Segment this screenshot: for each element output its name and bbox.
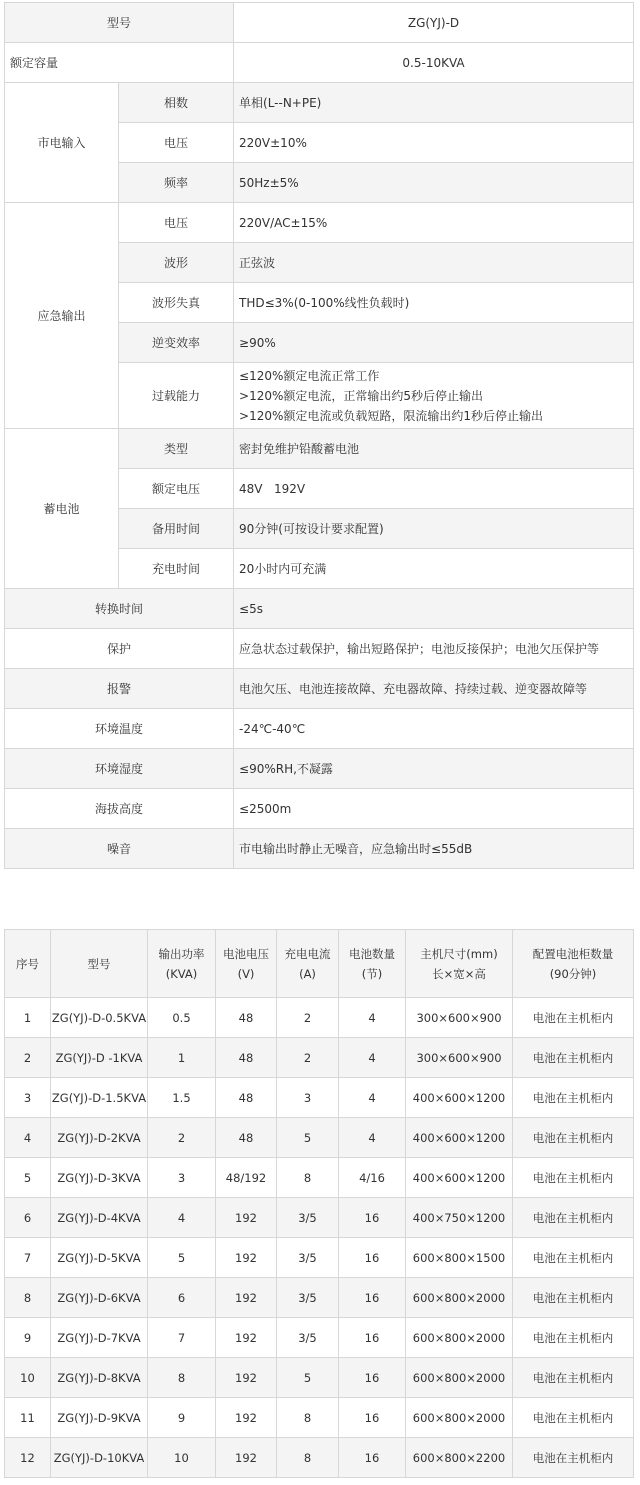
overload-line: ≤120%额定电流正常工作 bbox=[239, 368, 380, 383]
models-header-cell bbox=[148, 930, 216, 998]
spec-row-temp bbox=[5, 709, 634, 749]
table-cell: 电池在主机柜内 bbox=[513, 1118, 634, 1158]
table-cell: 电池在主机柜内 bbox=[513, 1438, 634, 1478]
spec-value: ≤5s bbox=[234, 589, 634, 629]
spec-value: 20小时内可充满 bbox=[234, 549, 634, 589]
table-cell: ZG(YJ)-D-10KVA bbox=[51, 1438, 148, 1478]
spec-label: 噪音 bbox=[5, 829, 234, 869]
table-cell: 3/5 bbox=[277, 1318, 339, 1358]
models-header-cell bbox=[277, 930, 339, 998]
spec-value: ≤2500m bbox=[234, 789, 634, 829]
spec-label: 逆变效率 bbox=[119, 323, 234, 363]
table-cell: 4 bbox=[339, 1118, 406, 1158]
models-header-cell bbox=[216, 930, 277, 998]
table-cell: ZG(YJ)-D-4KVA bbox=[51, 1198, 148, 1238]
table-cell: 300×600×900 bbox=[406, 1038, 513, 1078]
table-cell: 400×600×1200 bbox=[406, 1118, 513, 1158]
spec-label: 类型 bbox=[119, 429, 234, 469]
models-header-cell bbox=[339, 930, 406, 998]
spec-value: 0.5-10KVA bbox=[234, 43, 634, 83]
table-cell: 600×800×2000 bbox=[406, 1278, 513, 1318]
table-cell: 8 bbox=[277, 1398, 339, 1438]
table-cell: 0.5 bbox=[148, 998, 216, 1038]
spec-label: 备用时间 bbox=[119, 509, 234, 549]
table-cell: 2 bbox=[277, 998, 339, 1038]
header-line: (节) bbox=[361, 966, 383, 981]
table-cell: ZG(YJ)-D-2KVA bbox=[51, 1118, 148, 1158]
header-line: 主机尺寸(mm) bbox=[420, 946, 498, 961]
table-cell: 16 bbox=[339, 1198, 406, 1238]
table-cell: 600×800×2000 bbox=[406, 1358, 513, 1398]
table-cell: 16 bbox=[339, 1318, 406, 1358]
spec-value: ≤90%RH,不凝露 bbox=[234, 749, 634, 789]
header-line: (90分钟) bbox=[549, 966, 597, 981]
overload-line: >120%额定电流或负载短路，限流输出约1秒后停止输出 bbox=[239, 408, 544, 423]
table-cell: 10 bbox=[5, 1358, 51, 1398]
header-line: 长×宽×高 bbox=[432, 966, 486, 981]
table-cell: 7 bbox=[148, 1318, 216, 1358]
table-cell: 3/5 bbox=[277, 1278, 339, 1318]
table-cell: 3 bbox=[5, 1078, 51, 1118]
table-row bbox=[5, 1118, 634, 1158]
table-cell: 6 bbox=[148, 1278, 216, 1318]
table-cell: 3/5 bbox=[277, 1198, 339, 1238]
table-cell: 电池在主机柜内 bbox=[513, 1038, 634, 1078]
table-cell: 8 bbox=[5, 1278, 51, 1318]
spec-label: 相数 bbox=[119, 83, 234, 123]
table-cell: ZG(YJ)-D -1KVA bbox=[51, 1038, 148, 1078]
table-cell: 16 bbox=[339, 1278, 406, 1318]
spec-label: 波形失真 bbox=[119, 283, 234, 323]
spec-label: 波形 bbox=[119, 243, 234, 283]
table-cell: 1 bbox=[5, 998, 51, 1038]
table-cell: 48 bbox=[216, 1038, 277, 1078]
spec-value: 正弦波 bbox=[234, 243, 634, 283]
table-row bbox=[5, 998, 634, 1038]
table-cell: 5 bbox=[148, 1238, 216, 1278]
spec-row-switch bbox=[5, 589, 634, 629]
table-cell: 3 bbox=[148, 1158, 216, 1198]
table-cell: 4 bbox=[339, 1078, 406, 1118]
table-cell: 4 bbox=[5, 1118, 51, 1158]
table-cell: 2 bbox=[148, 1118, 216, 1158]
models-header-cell bbox=[513, 930, 634, 998]
table-row bbox=[5, 1318, 634, 1358]
spec-value: THD≤3%(0-100%线性负载时) bbox=[234, 283, 634, 323]
table-cell: 11 bbox=[5, 1398, 51, 1438]
spec-value: ZG(YJ)-D bbox=[234, 3, 634, 43]
spec-value: 90分钟(可按设计要求配置) bbox=[234, 509, 634, 549]
spec-value: 50Hz±5% bbox=[234, 163, 634, 203]
table-cell: ZG(YJ)-D-8KVA bbox=[51, 1358, 148, 1398]
header-line: 充电电流 bbox=[284, 946, 331, 961]
header-line: 配置电池柜数量 bbox=[532, 946, 614, 961]
table-cell: ZG(YJ)-D-9KVA bbox=[51, 1398, 148, 1438]
table-cell: 9 bbox=[5, 1318, 51, 1358]
spec-value: 市电输出时静止无噪音，应急输出时≤55dB bbox=[234, 829, 634, 869]
models-header-cell bbox=[5, 930, 51, 998]
models-header-cell bbox=[51, 930, 148, 998]
table-cell: 600×800×1500 bbox=[406, 1238, 513, 1278]
table-cell: 400×750×1200 bbox=[406, 1198, 513, 1238]
table-cell: 192 bbox=[216, 1438, 277, 1478]
spec-row-alarm bbox=[5, 669, 634, 709]
table-cell: 192 bbox=[216, 1198, 277, 1238]
spec-label: 频率 bbox=[119, 163, 234, 203]
table-cell: 2 bbox=[277, 1038, 339, 1078]
spec-value: 密封免维护铅酸蓄电池 bbox=[234, 429, 634, 469]
group-mains-input: 市电输入 bbox=[5, 83, 119, 203]
table-cell: 4 bbox=[148, 1198, 216, 1238]
table-cell: 8 bbox=[148, 1358, 216, 1398]
table-cell: 5 bbox=[277, 1118, 339, 1158]
spec-row-battery-type bbox=[5, 429, 634, 469]
models-header-cell bbox=[406, 930, 513, 998]
table-row bbox=[5, 1398, 634, 1438]
spec-row-noise bbox=[5, 829, 634, 869]
table-cell: 6 bbox=[5, 1198, 51, 1238]
spec-value: 电池欠压、电池连接故障、充电器故障、持续过载、逆变器故障等 bbox=[234, 669, 634, 709]
table-cell: 电池在主机柜内 bbox=[513, 1278, 634, 1318]
table-cell: 48/192 bbox=[216, 1158, 277, 1198]
spec-label: 电压 bbox=[119, 123, 234, 163]
table-row bbox=[5, 1198, 634, 1238]
table-cell: ZG(YJ)-D-1.5KVA bbox=[51, 1078, 148, 1118]
spec-label: 环境湿度 bbox=[5, 749, 234, 789]
table-cell: 9 bbox=[148, 1398, 216, 1438]
header-line: 型号 bbox=[87, 956, 111, 971]
table-cell: 16 bbox=[339, 1398, 406, 1438]
table-cell: 2 bbox=[5, 1038, 51, 1078]
table-cell: 48 bbox=[216, 998, 277, 1038]
table-cell: 4 bbox=[339, 1038, 406, 1078]
spec-value-overload bbox=[234, 363, 634, 429]
table-cell: 12 bbox=[5, 1438, 51, 1478]
spec-value: 220V/AC±15% bbox=[234, 203, 634, 243]
table-cell: 1 bbox=[148, 1038, 216, 1078]
spec-label: 电压 bbox=[119, 203, 234, 243]
table-cell: 电池在主机柜内 bbox=[513, 1158, 634, 1198]
table-cell: 电池在主机柜内 bbox=[513, 1358, 634, 1398]
table-cell: 电池在主机柜内 bbox=[513, 1238, 634, 1278]
table-cell: 16 bbox=[339, 1358, 406, 1398]
spec-table bbox=[4, 2, 634, 869]
table-cell: 1.5 bbox=[148, 1078, 216, 1118]
table-cell: 5 bbox=[277, 1358, 339, 1398]
spec-label: 额定容量 bbox=[5, 43, 234, 83]
table-cell: 192 bbox=[216, 1318, 277, 1358]
spec-value: ≥90% bbox=[234, 323, 634, 363]
header-line: (KVA) bbox=[165, 966, 198, 981]
table-cell: 600×800×2000 bbox=[406, 1318, 513, 1358]
table-cell: 600×800×2000 bbox=[406, 1398, 513, 1438]
spec-row-output-voltage bbox=[5, 203, 634, 243]
spec-value: 应急状态过载保护，输出短路保护；电池反接保护；电池欠压保护等 bbox=[234, 629, 634, 669]
spec-label: 转换时间 bbox=[5, 589, 234, 629]
models-table bbox=[4, 929, 634, 1478]
table-cell: 192 bbox=[216, 1358, 277, 1398]
table-cell: 400×600×1200 bbox=[406, 1078, 513, 1118]
table-cell: 10 bbox=[148, 1438, 216, 1478]
table-cell: 600×800×2200 bbox=[406, 1438, 513, 1478]
spec-row-capacity bbox=[5, 43, 634, 83]
spec-label: 充电时间 bbox=[119, 549, 234, 589]
table-cell: ZG(YJ)-D-0.5KVA bbox=[51, 998, 148, 1038]
table-cell: 电池在主机柜内 bbox=[513, 1398, 634, 1438]
table-cell: 电池在主机柜内 bbox=[513, 1318, 634, 1358]
table-cell: 电池在主机柜内 bbox=[513, 1078, 634, 1118]
table-cell: 192 bbox=[216, 1398, 277, 1438]
table-row bbox=[5, 1078, 634, 1118]
table-cell: ZG(YJ)-D-5KVA bbox=[51, 1238, 148, 1278]
spec-value: -24℃-40℃ bbox=[234, 709, 634, 749]
table-row bbox=[5, 1278, 634, 1318]
table-cell: 电池在主机柜内 bbox=[513, 998, 634, 1038]
spec-value: 220V±10% bbox=[234, 123, 634, 163]
table-cell: 192 bbox=[216, 1238, 277, 1278]
table-cell: 4/16 bbox=[339, 1158, 406, 1198]
header-line: (V) bbox=[237, 966, 255, 981]
table-cell: 48 bbox=[216, 1118, 277, 1158]
table-cell: 48 bbox=[216, 1078, 277, 1118]
spec-row-humidity bbox=[5, 749, 634, 789]
table-cell: ZG(YJ)-D-6KVA bbox=[51, 1278, 148, 1318]
table-cell: 4 bbox=[339, 998, 406, 1038]
spec-label: 型号 bbox=[5, 3, 234, 43]
table-row bbox=[5, 1238, 634, 1278]
spec-label: 保护 bbox=[5, 629, 234, 669]
table-row bbox=[5, 1438, 634, 1478]
table-cell: 8 bbox=[277, 1438, 339, 1478]
table-row bbox=[5, 1158, 634, 1198]
group-emergency-output: 应急输出 bbox=[5, 203, 119, 429]
table-cell: 3/5 bbox=[277, 1238, 339, 1278]
header-line: 输出功率 bbox=[158, 946, 205, 961]
header-line: 电池数量 bbox=[349, 946, 395, 961]
header-line: (A) bbox=[299, 966, 316, 981]
spec-label: 海拔高度 bbox=[5, 789, 234, 829]
spec-label: 报警 bbox=[5, 669, 234, 709]
table-cell: 8 bbox=[277, 1158, 339, 1198]
models-header-row bbox=[5, 930, 634, 998]
spec-row-altitude bbox=[5, 789, 634, 829]
spec-row-model bbox=[5, 3, 634, 43]
overload-line: >120%额定电流，正常输出约5秒后停止输出 bbox=[239, 388, 484, 403]
table-cell: 300×600×900 bbox=[406, 998, 513, 1038]
table-cell: ZG(YJ)-D-7KVA bbox=[51, 1318, 148, 1358]
table-cell: ZG(YJ)-D-3KVA bbox=[51, 1158, 148, 1198]
table-cell: 5 bbox=[5, 1158, 51, 1198]
spec-row-protect bbox=[5, 629, 634, 669]
table-cell: 7 bbox=[5, 1238, 51, 1278]
table-cell: 192 bbox=[216, 1278, 277, 1318]
spec-label: 环境温度 bbox=[5, 709, 234, 749]
table-cell: 3 bbox=[277, 1078, 339, 1118]
spec-label: 额定电压 bbox=[119, 469, 234, 509]
table-row bbox=[5, 1038, 634, 1078]
header-line: 电池电压 bbox=[223, 946, 269, 961]
spec-value: 单相(L--N+PE) bbox=[234, 83, 634, 123]
table-cell: 400×600×1200 bbox=[406, 1158, 513, 1198]
table-cell: 16 bbox=[339, 1238, 406, 1278]
table-cell: 16 bbox=[339, 1438, 406, 1478]
spec-label: 过载能力 bbox=[119, 363, 234, 429]
table-row bbox=[5, 1358, 634, 1398]
group-battery: 蓄电池 bbox=[5, 429, 119, 589]
spec-value: 48V 192V bbox=[234, 469, 634, 509]
table-cell: 电池在主机柜内 bbox=[513, 1198, 634, 1238]
spec-row-mains-phase bbox=[5, 83, 634, 123]
header-line: 序号 bbox=[16, 956, 39, 971]
